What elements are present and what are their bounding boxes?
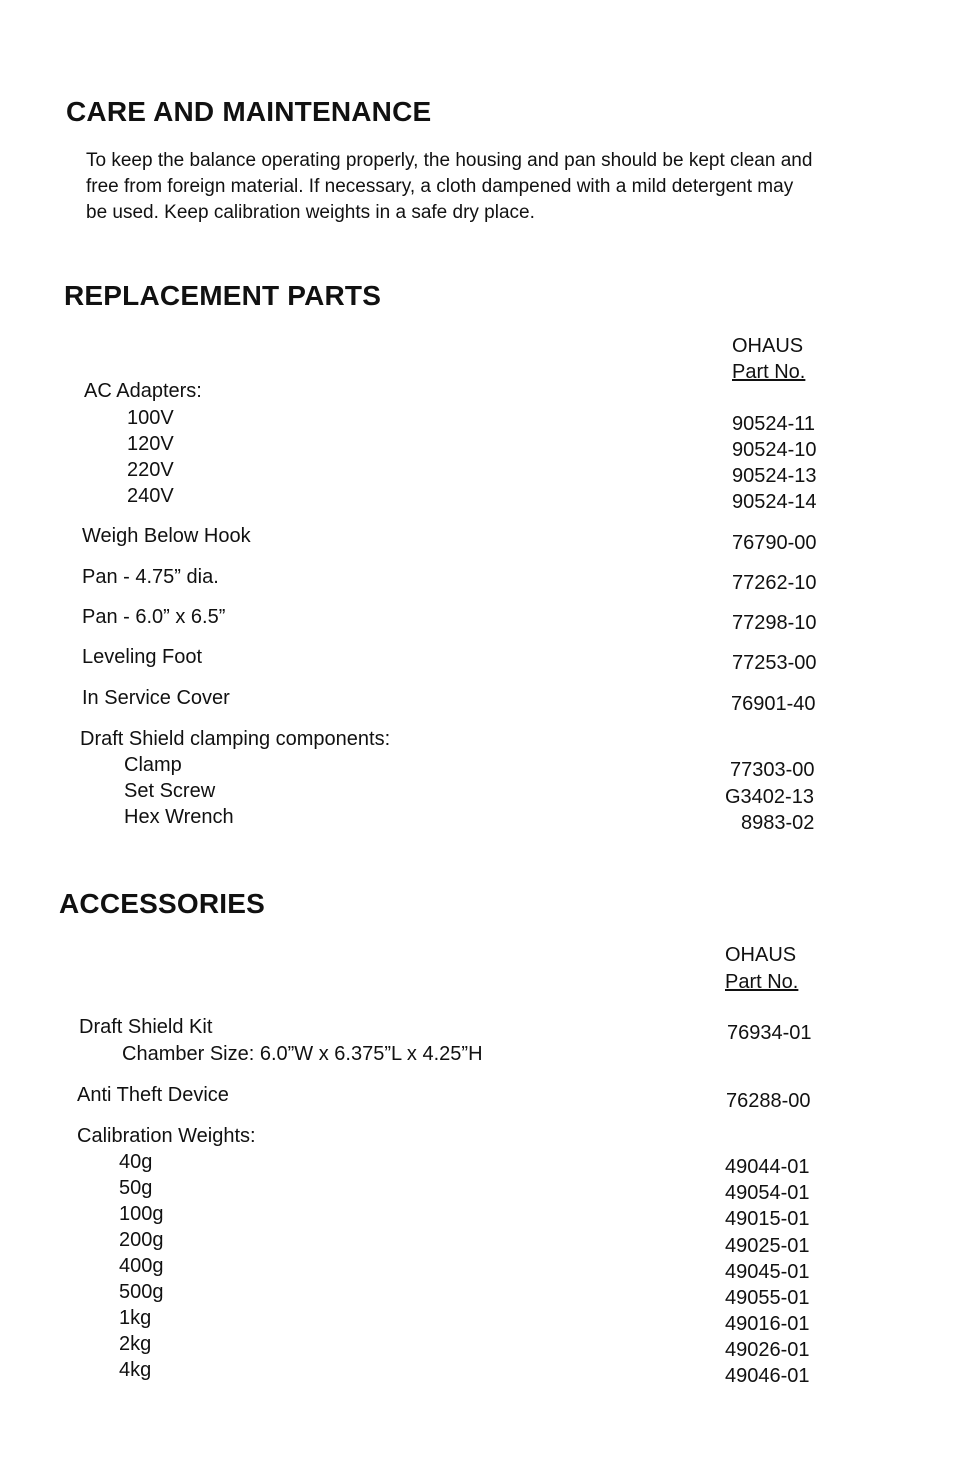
list-item-label: Pan - 4.75” dia. xyxy=(82,566,219,588)
part-number: 90524-14 xyxy=(732,491,817,513)
list-item-label: 100V xyxy=(127,407,174,429)
care-line: To keep the balance operating properly, the housing and pan should be kept clean and xyxy=(86,150,813,171)
part-number: 90524-13 xyxy=(732,465,817,487)
part-number: 77303-00 xyxy=(730,759,815,781)
accessories-title: ACCESSORIES xyxy=(59,888,266,919)
accessories-header-ohaus: OHAUS xyxy=(725,944,797,966)
list-item-label: 200g xyxy=(119,1229,164,1251)
list-item-label: Anti Theft Device xyxy=(77,1084,229,1106)
ac-adapters-label: AC Adapters: xyxy=(84,380,202,402)
list-item-label: 500g xyxy=(119,1281,164,1303)
part-number: 49055-01 xyxy=(725,1287,810,1309)
list-item-label: 120V xyxy=(127,433,174,455)
part-number: 49044-01 xyxy=(725,1156,810,1178)
replacement-header-partno: Part No. xyxy=(732,361,806,383)
part-number: 76288-00 xyxy=(726,1090,811,1112)
accessories-header-partno: Part No. xyxy=(725,971,799,993)
care-title: CARE AND MAINTENANCE xyxy=(66,96,432,127)
list-item-label: Hex Wrench xyxy=(124,806,234,828)
calibration-weights-label: Calibration Weights: xyxy=(77,1125,256,1147)
part-number: 76934-01 xyxy=(727,1022,812,1044)
part-number: 49046-01 xyxy=(725,1365,810,1387)
care-line: be used. Keep calibration weights in a safe dry place. xyxy=(86,202,535,223)
list-item-label: 4kg xyxy=(119,1359,152,1381)
list-item-label: 1kg xyxy=(119,1307,152,1329)
part-number: 90524-11 xyxy=(732,413,816,435)
part-number: 49015-01 xyxy=(725,1208,810,1230)
chamber-size-detail: Chamber Size: 6.0”W x 6.375”L x 4.25”H xyxy=(122,1043,483,1065)
list-item-label: Leveling Foot xyxy=(82,646,203,668)
part-number: 8983-02 xyxy=(741,812,815,834)
part-number: 49054-01 xyxy=(725,1182,810,1204)
list-item-label: Weigh Below Hook xyxy=(82,525,251,547)
part-number: 76790-00 xyxy=(732,532,817,554)
list-item-label: Pan - 6.0” x 6.5” xyxy=(82,606,226,628)
list-item-label: 240V xyxy=(127,485,174,507)
part-number: 49045-01 xyxy=(725,1261,810,1283)
part-number: 49025-01 xyxy=(725,1235,810,1257)
list-item-label: 2kg xyxy=(119,1333,152,1355)
list-item-label: Draft Shield Kit xyxy=(79,1016,213,1038)
list-item-label: 100g xyxy=(119,1203,164,1225)
list-item-label: In Service Cover xyxy=(82,687,230,709)
list-item-label: Set Screw xyxy=(124,780,216,802)
part-number: 77298-10 xyxy=(732,612,817,634)
part-number: 49026-01 xyxy=(725,1339,810,1361)
list-item-label: 220V xyxy=(127,459,174,481)
list-item-label: 400g xyxy=(119,1255,164,1277)
list-item-label: 50g xyxy=(119,1177,153,1199)
part-number: G3402-13 xyxy=(725,786,814,808)
part-number: 49016-01 xyxy=(725,1313,810,1335)
replacement-title: REPLACEMENT PARTS xyxy=(64,280,382,311)
care-line: free from foreign material. If necessary, a cloth dampened with a mild detergent may xyxy=(86,176,794,197)
part-number: 77262-10 xyxy=(732,572,817,594)
replacement-header-ohaus: OHAUS xyxy=(732,335,804,357)
draft-shield-components-label: Draft Shield clamping components: xyxy=(80,728,391,750)
list-item-label: 40g xyxy=(119,1151,153,1173)
part-number: 90524-10 xyxy=(732,439,817,461)
part-number: 77253-00 xyxy=(732,652,817,674)
list-item-label: Clamp xyxy=(124,754,182,776)
care-paragraph xyxy=(86,148,906,226)
part-number: 76901-40 xyxy=(731,693,816,715)
